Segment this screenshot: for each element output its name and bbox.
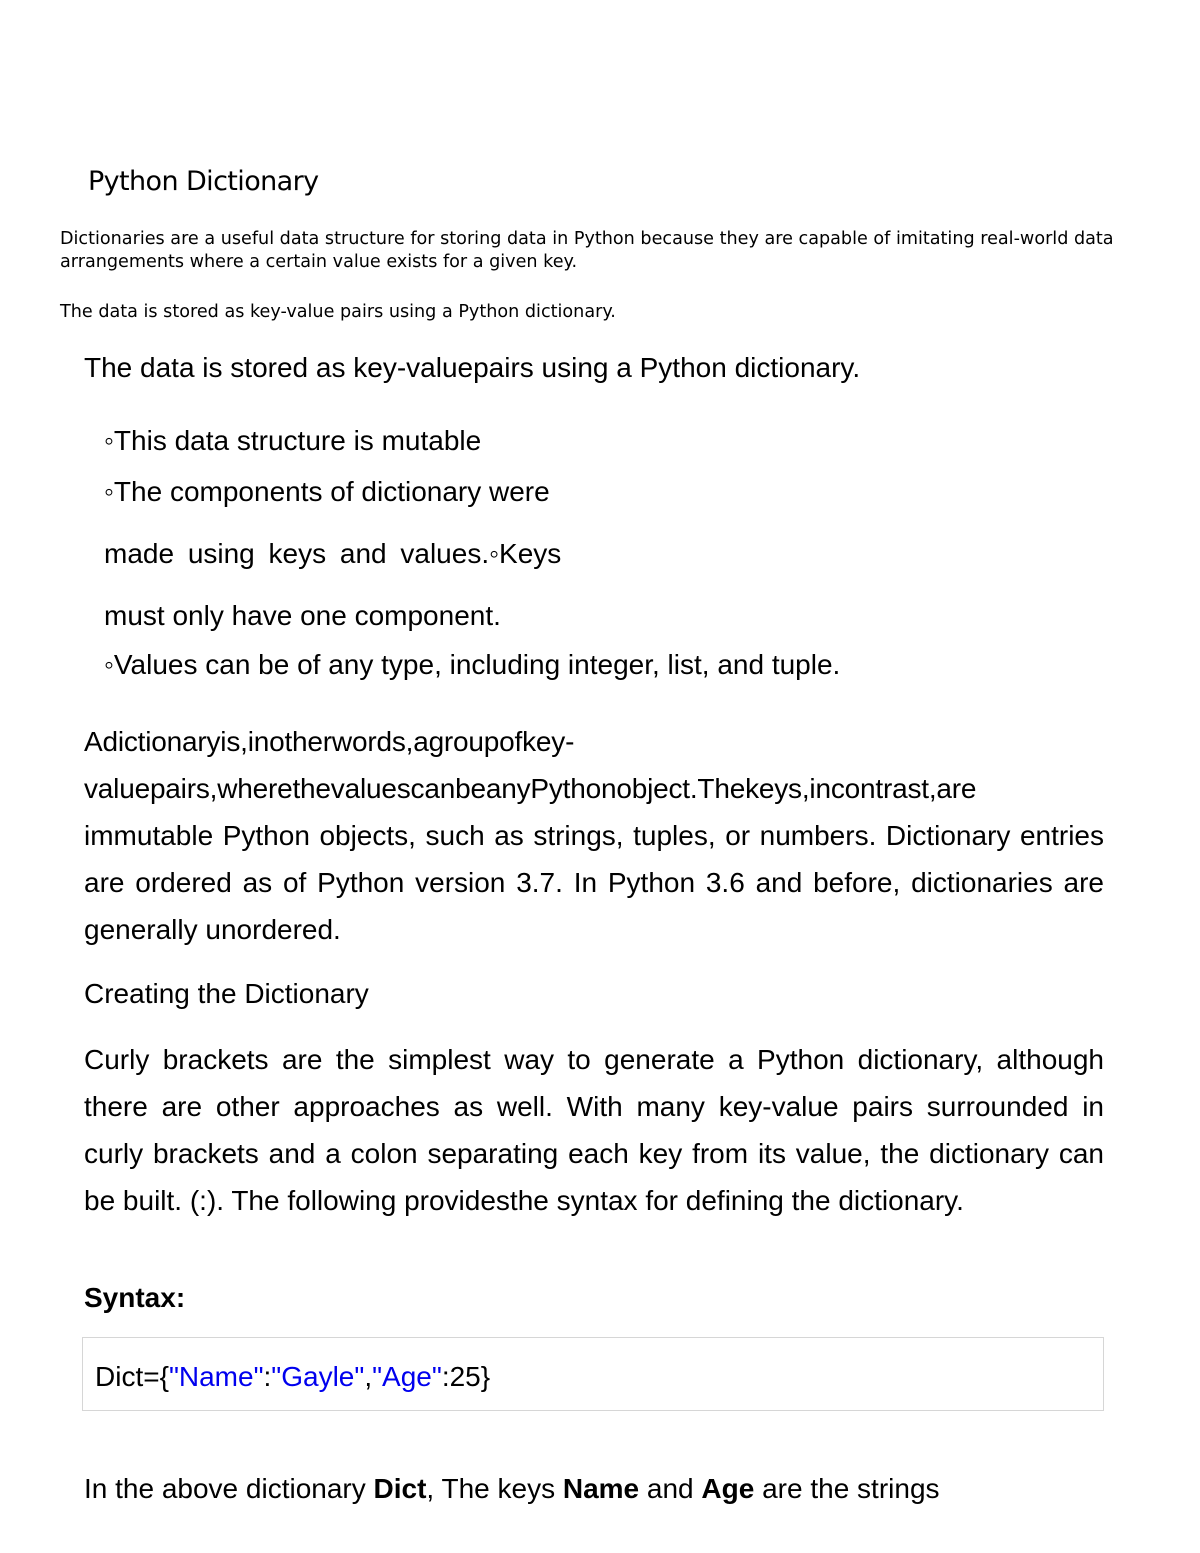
explanation-part-4: are the strings <box>754 1473 940 1504</box>
term-age: Age <box>701 1473 755 1504</box>
explanation-line <box>84 1473 940 1505</box>
intro-summary: The data is stored as key-value pairs using a Python dictionary. <box>60 302 616 322</box>
bullet-components-cont: made using keys and values.◦Keys <box>104 538 562 569</box>
code-key-name: "Name" <box>168 1361 264 1392</box>
dictionary-definition-paragraph <box>84 718 1104 953</box>
definition-line-2: valuepairs,wherethevaluescanbeanyPythonobject.Thekeys,incontrast,are <box>84 773 977 804</box>
term-name: Name <box>562 1473 640 1504</box>
document-title: Python Dictionary <box>88 166 319 197</box>
explanation-part-2: , The keys <box>426 1473 563 1504</box>
definition-line-1: Adictionaryis,inotherwords,agroupofkey- <box>84 726 575 757</box>
definition-rest: immutable Python objects, such as strings, tuples, or numbers. Dictionary entries are ordered as of Python version 3.7. In Python 3.6 and before, dictionaries are generally unordered. <box>84 820 1104 945</box>
bullet-keys-cont: must only have one component. <box>104 600 501 631</box>
bullet-mutable: ◦This data structure is mutable <box>104 425 482 456</box>
code-key-age: "Age" <box>372 1361 442 1392</box>
code-comma: , <box>364 1361 373 1392</box>
code-value-25: 25 <box>449 1361 481 1392</box>
explanation-part-1: In the above dictionary <box>84 1473 374 1504</box>
code-line <box>95 1361 490 1393</box>
code-block <box>82 1337 1104 1411</box>
lead-sentence: The data is stored as key-valuepairs using a Python dictionary. <box>84 352 861 383</box>
code-colon-2: : <box>441 1361 450 1392</box>
bullet-components: ◦The components of dictionary were <box>104 476 550 507</box>
creating-paragraph: Curly brackets are the simplest way to generate a Python dictionary, although there are other approaches as well. With many key-value pairs surrounded in curly brackets and a colon separating each key from its value, the dictionary can be built. (:). The following providesthe syntax for defining the dictionary. <box>84 1044 1104 1216</box>
explanation-part-3: and <box>639 1473 702 1504</box>
syntax-label: Syntax: <box>84 1282 186 1313</box>
code-prefix: Dict={ <box>95 1361 169 1392</box>
creating-heading: Creating the Dictionary <box>84 978 369 1009</box>
code-value-gayle: "Gayle" <box>271 1361 365 1392</box>
bullet-values: ◦Values can be of any type, including integer, list, and tuple. <box>104 649 841 680</box>
code-suffix: } <box>480 1361 491 1392</box>
term-dict: Dict <box>373 1473 427 1504</box>
code-colon-1: : <box>263 1361 272 1392</box>
intro-paragraph: Dictionaries are a useful data structure for storing data in Python because they are capable of imitating real-world data arrangements where a certain value exists for a given key. <box>60 229 1114 272</box>
